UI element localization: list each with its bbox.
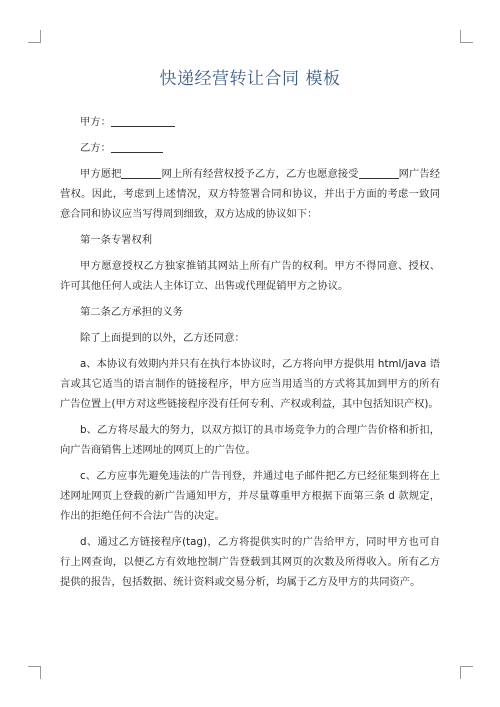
article-2-title: 第二条乙方承担的义务 bbox=[80, 306, 183, 318]
party-a-blank bbox=[111, 114, 175, 127]
intro-text-2: 网上所有经营权授予乙方，乙方也愿意接受 bbox=[161, 168, 359, 180]
intro-paragraph bbox=[60, 164, 440, 224]
clause-a: a、本协议有效期内并只有在执行本协议时，乙方将向甲方提供用 html/java 语言或其它适当的语言制作的链接程序，甲方应当用适当的方式将其加到甲方的所有广告位置上(甲方对这些链接程序没有任何专利、产权或利益，其中包括知识产权)。 bbox=[60, 358, 440, 410]
article-1-text: 甲方愿意授权乙方独家推销其网站上所有广告的权利。甲方不得同意、授权、许可其他任何人或法人主体订立、出售或代理促销甲方之协议。 bbox=[60, 260, 440, 292]
crop-mark-top-left bbox=[28, 30, 41, 43]
document-title: 快递经营转让合同 模板 bbox=[159, 69, 341, 89]
website-blank-2 bbox=[359, 166, 399, 179]
intro-text-3: 网广告经营权。因此，考虑到上述情况，双方特签署合同和协议，并出于方面的考虑一致同意合同和协议应当写得周到细致，双方达成的协议如下： bbox=[60, 168, 441, 220]
clause-d: d、通过乙方链接程序(tag)，乙方将提供实时的广告给甲方，同时甲方也可自行上网查询，以便乙方有效地控制广告登载到其网页的次数及所得收入。所有乙方提供的报告，包括数据、统计资料或交易分析，均属于乙方及甲方的共同资产。 bbox=[60, 536, 440, 588]
party-b-label: 乙方： bbox=[80, 142, 111, 154]
party-a-label: 甲方： bbox=[80, 116, 111, 128]
party-a-line bbox=[60, 112, 440, 132]
crop-mark-top-right bbox=[460, 30, 473, 43]
article-2-intro: 除了上面提到的以外，乙方还同意： bbox=[80, 332, 245, 344]
party-b-blank bbox=[111, 140, 163, 153]
document-body bbox=[60, 112, 440, 598]
party-b-line bbox=[60, 138, 440, 158]
crop-mark-bottom-right bbox=[460, 666, 473, 679]
website-blank-1 bbox=[121, 166, 161, 179]
article-1-title: 第一条专署权利 bbox=[80, 234, 153, 246]
clause-b: b、乙方将尽最大的努力，以双方拟订的具市场竞争力的合理广告价格和折扣，向广告商销售上述网址的网页上的广告位。 bbox=[60, 424, 440, 456]
crop-mark-bottom-left bbox=[28, 666, 41, 679]
intro-text-1: 甲方愿把 bbox=[80, 168, 122, 180]
clause-c: c、乙方应事先避免违法的广告刊登，并通过电子邮件把乙方已经征集到将在上述网址网页上登载的新广告通知甲方，并尽量尊重甲方根据下面第三条 d 款规定，作出的拒绝任何不合法广告的决定。 bbox=[60, 470, 440, 522]
